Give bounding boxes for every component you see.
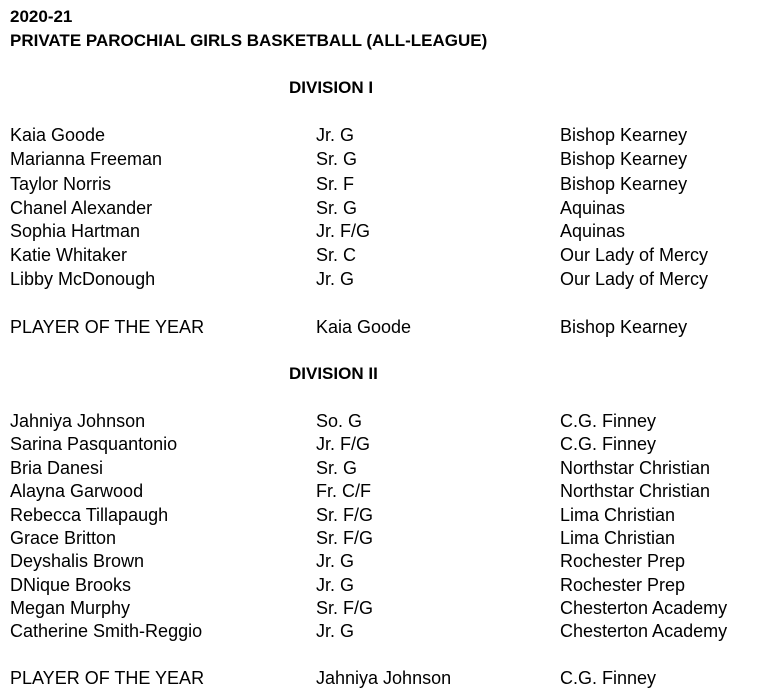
player-position: Sr. F/G [316,598,374,618]
player-school: C.G. Finney [560,411,657,431]
table-row [0,244,759,267]
player-position: Sr. G [316,149,358,169]
table-row [0,268,759,291]
poy-label: PLAYER OF THE YEAR [10,668,205,688]
poy-school: C.G. Finney [560,668,657,688]
player-school: Aquinas [560,198,626,218]
table-row [0,504,759,527]
table-row [0,480,759,503]
player-name: Catherine Smith-Reggio [10,621,203,641]
player-school: Chesterton Academy [560,621,728,641]
season-year: 2020-21 [10,7,73,26]
table-row [0,124,759,147]
table-row [0,197,759,220]
table-row [0,433,759,456]
player-name: Sarina Pasquantonio [10,434,178,454]
player-school: Bishop Kearney [560,174,688,194]
player-name: Kaia Goode [10,125,106,145]
player-school: Lima Christian [560,505,676,525]
player-position: Fr. C/F [316,481,371,501]
table-row [0,574,759,597]
player-position: Jr. G [316,575,355,595]
table-row [0,220,759,243]
player-school: Northstar Christian [560,481,711,501]
division-1-heading: DIVISION I [289,78,374,97]
player-position: Jr. F/G [316,221,370,241]
player-school: Lima Christian [560,528,676,548]
poy-label: PLAYER OF THE YEAR [10,317,205,337]
player-school: Chesterton Academy [560,598,728,618]
table-row [0,173,759,196]
player-position: Jr. F/G [316,434,370,454]
player-name: Katie Whitaker [10,245,128,265]
player-school: Aquinas [560,221,626,241]
player-position: Sr. G [316,458,358,478]
table-row [0,457,759,480]
player-of-the-year-row [0,316,759,339]
player-name: Bria Danesi [10,458,104,478]
player-position: Jr. G [316,269,355,289]
document-title: PRIVATE PAROCHIAL GIRLS BASKETBALL (ALL-LEAGUE) [10,31,488,50]
player-school: Our Lady of Mercy [560,245,709,265]
player-position: Sr. G [316,198,358,218]
table-row [0,527,759,550]
player-name: Deyshalis Brown [10,551,145,571]
player-name: Rebecca Tillapaugh [10,505,169,525]
player-name: Chanel Alexander [10,198,153,218]
player-name: Grace Britton [10,528,117,548]
table-row [0,550,759,573]
division-2-heading: DIVISION II [289,364,378,383]
player-school: Bishop Kearney [560,149,688,169]
player-name: Marianna Freeman [10,149,163,169]
table-row [0,410,759,433]
player-position: Jr. G [316,551,355,571]
player-position: Jr. G [316,125,355,145]
player-name: Jahniya Johnson [10,411,146,431]
player-position: Jr. G [316,621,355,641]
table-row [0,597,759,620]
player-school: Northstar Christian [560,458,711,478]
player-position: Sr. C [316,245,357,265]
player-position: Sr. F/G [316,528,374,548]
player-position: So. G [316,411,363,431]
table-row [0,620,759,643]
table-row [0,148,759,171]
player-name: Sophia Hartman [10,221,141,241]
player-position: Sr. F [316,174,355,194]
player-school: C.G. Finney [560,434,657,454]
player-of-the-year-row [0,667,759,690]
poy-player: Kaia Goode [316,317,412,337]
poy-player: Jahniya Johnson [316,668,452,688]
player-name: Taylor Norris [10,174,112,194]
player-name: Libby McDonough [10,269,156,289]
player-school: Rochester Prep [560,575,686,595]
player-name: Megan Murphy [10,598,131,618]
player-name: DNique Brooks [10,575,132,595]
player-school: Bishop Kearney [560,125,688,145]
player-name: Alayna Garwood [10,481,144,501]
poy-school: Bishop Kearney [560,317,688,337]
player-school: Our Lady of Mercy [560,269,709,289]
player-school: Rochester Prep [560,551,686,571]
player-position: Sr. F/G [316,505,374,525]
